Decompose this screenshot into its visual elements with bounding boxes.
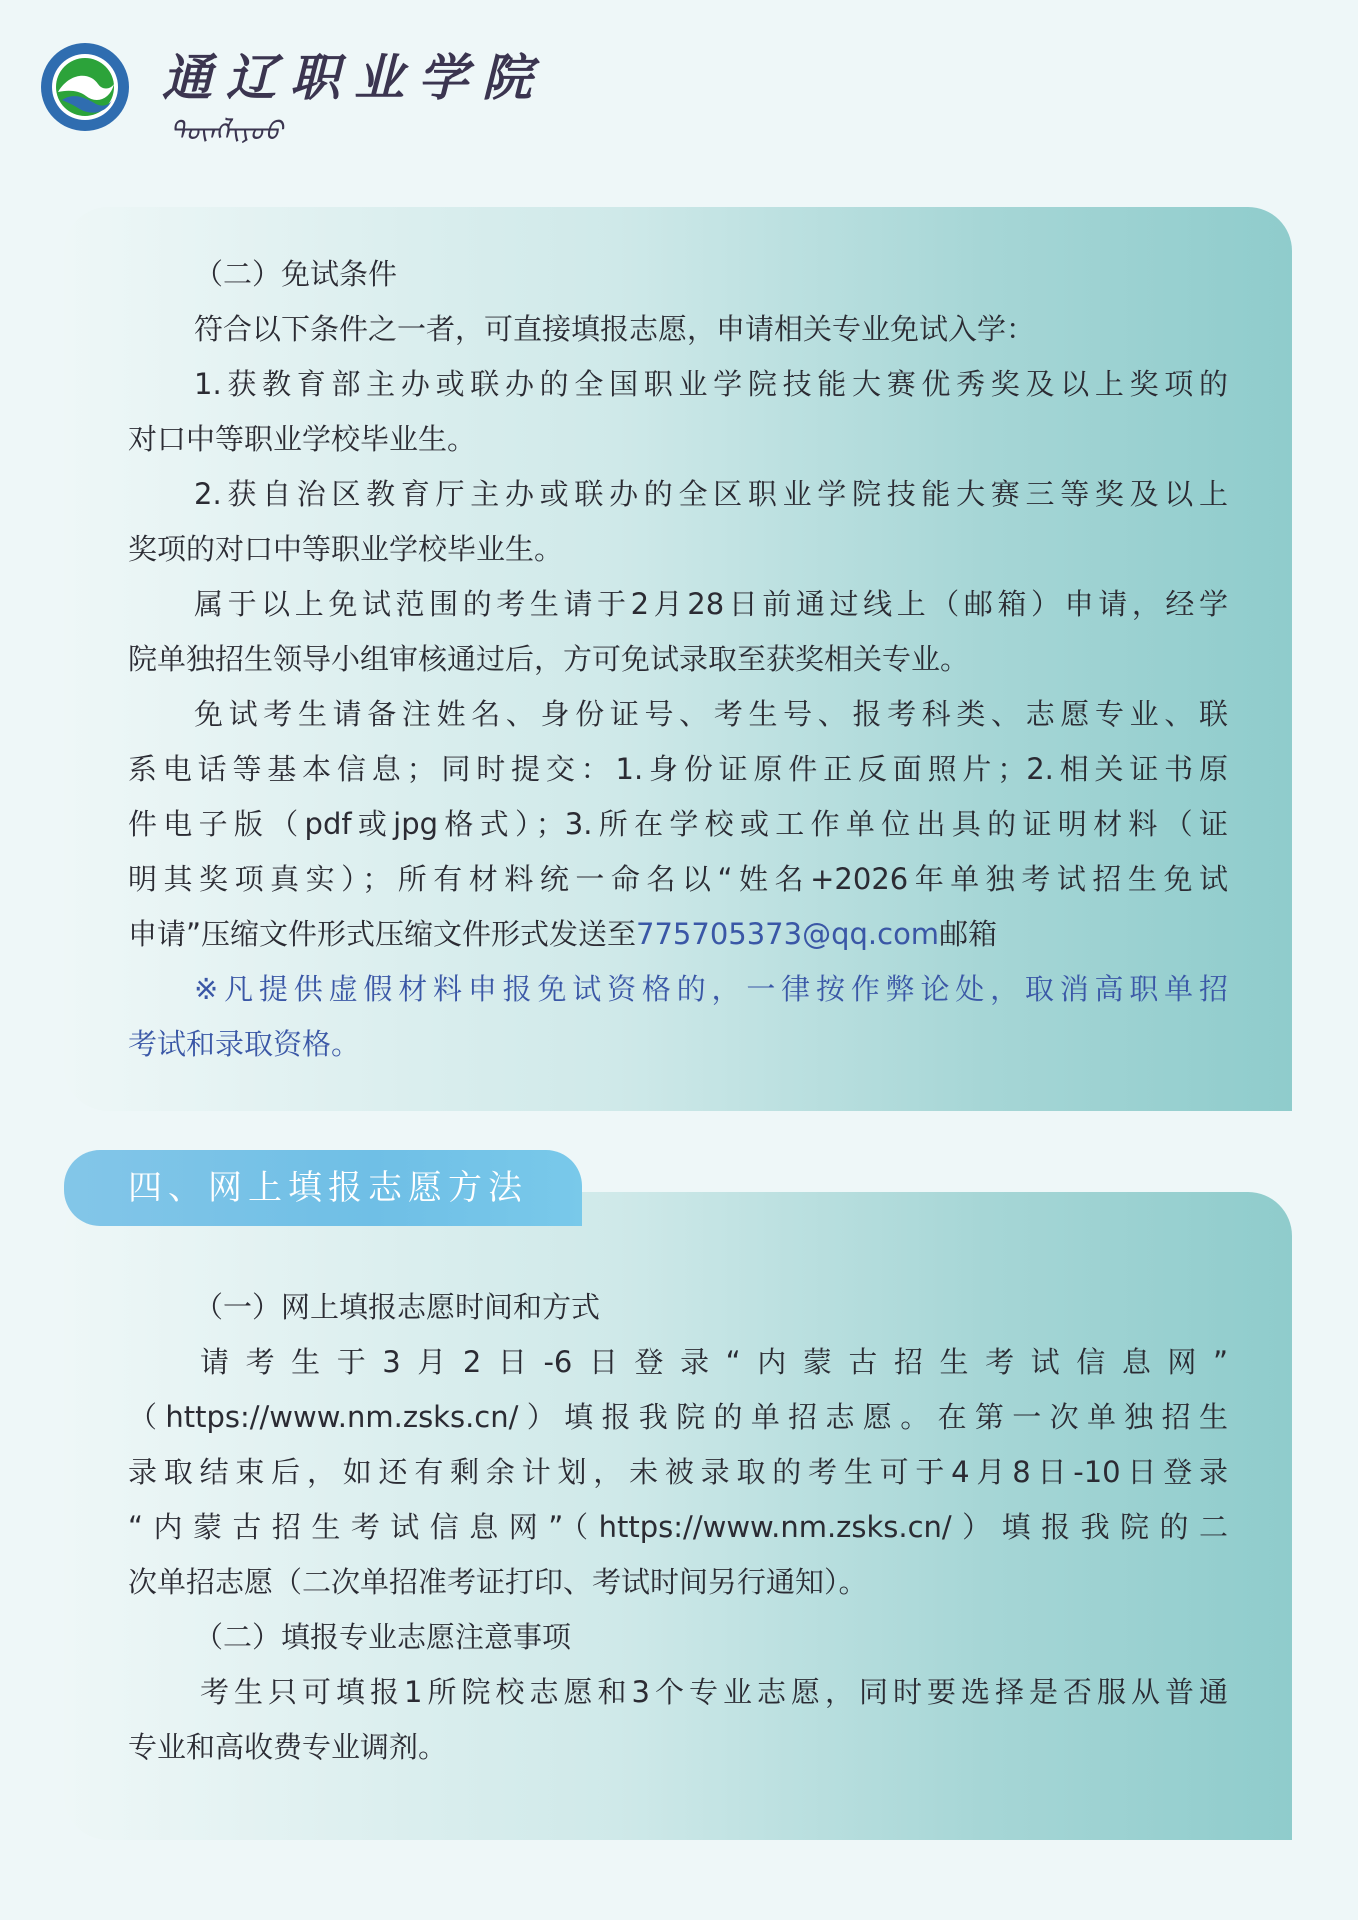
school-name: 通辽职业学院 [162,48,546,107]
paragraph-line: 属于以上免试范围的考生请于2月28日前通过线上（邮箱）申请，经学 [194,587,1228,621]
warning-line: 考试和录取资格。 [128,1027,361,1061]
subsection-title: （一）网上填报志愿时间和方式 [194,1290,601,1324]
paragraph-line: 次单招志愿（二次单招准考证打印、考试时间另行通知）。 [128,1565,868,1599]
paragraph-line: 奖项的对口中等职业学校毕业生。 [128,532,564,566]
header [40,38,560,147]
paragraph-line: 明其奖项真实）；所有材料统一命名以“姓名+2026年单独考试招生免试 [128,862,1228,896]
paragraph-line: 考生只可填报1所院校志愿和3个专业志愿，同时要选择是否服从普通 [200,1675,1228,1709]
paragraph-line: 录取结束后，如还有剩余计划，未被录取的考生可于4月8日-10日登录 [128,1455,1228,1489]
paragraph-line: 请考生于3月2日-6日登录“内蒙古招生考试信息网” [200,1345,1228,1379]
warning-line: ※凡提供虚假材料申报免试资格的，一律按作弊论处，取消高职单招 [194,972,1228,1006]
school-name-mongolian: ᠲᠦᠩᠯᠢᠶᠣᠣ [170,117,283,147]
section-title: 四、网上填报志愿方法 [128,1168,528,1208]
paragraph-line: （https://www.nm.zsks.cn/）填报我院的单招志愿。在第一次单独招生 [128,1400,1228,1434]
paragraph-line: 系电话等基本信息；同时提交：1.身份证原件正反面照片；2.相关证书原 [128,752,1228,786]
paragraph-line: 专业和高收费专业调剂。 [128,1730,448,1764]
section-heading-tab [64,1150,582,1226]
paragraph-line: 免试考生请备注姓名、身份证号、考生号、报考科类、志愿专业、联 [194,697,1228,731]
paragraph-line: 院单独招生领导小组审核通过后，方可免试录取至获奖相关专业。 [128,642,970,676]
email-line [128,907,1228,962]
email-line-text: 申请”压缩文件形式压缩文件形式发送至 [128,917,637,951]
subsection-title: （二）填报专业志愿注意事项 [194,1620,572,1654]
paragraph-line: “内蒙古招生考试信息网”（https://www.nm.zsks.cn/）填报我院的二 [128,1510,1228,1544]
paragraph-line: 1.获教育部主办或联办的全国职业学院技能大赛优秀奖及以上奖项的 [194,367,1228,401]
email-address[interactable]: 775705373@qq.com [636,917,940,951]
school-logo-icon [40,42,130,132]
paragraph-line: 2.获自治区教育厅主办或联办的全区职业学院技能大赛三等奖及以上 [194,477,1228,511]
paragraph-line: 符合以下条件之一者，可直接填报志愿，申请相关专业免试入学： [194,312,1036,346]
paragraph-line: 对口中等职业学校毕业生。 [128,422,477,456]
online-application-card [64,1192,1292,1840]
email-suffix: 邮箱 [939,917,998,951]
exemption-conditions-card [64,207,1292,1111]
paragraph-line: 件电子版（pdf或jpg格式）；3.所在学校或工作单位出具的证明材料（证 [128,807,1228,841]
subsection-title: （二）免试条件 [194,257,398,291]
